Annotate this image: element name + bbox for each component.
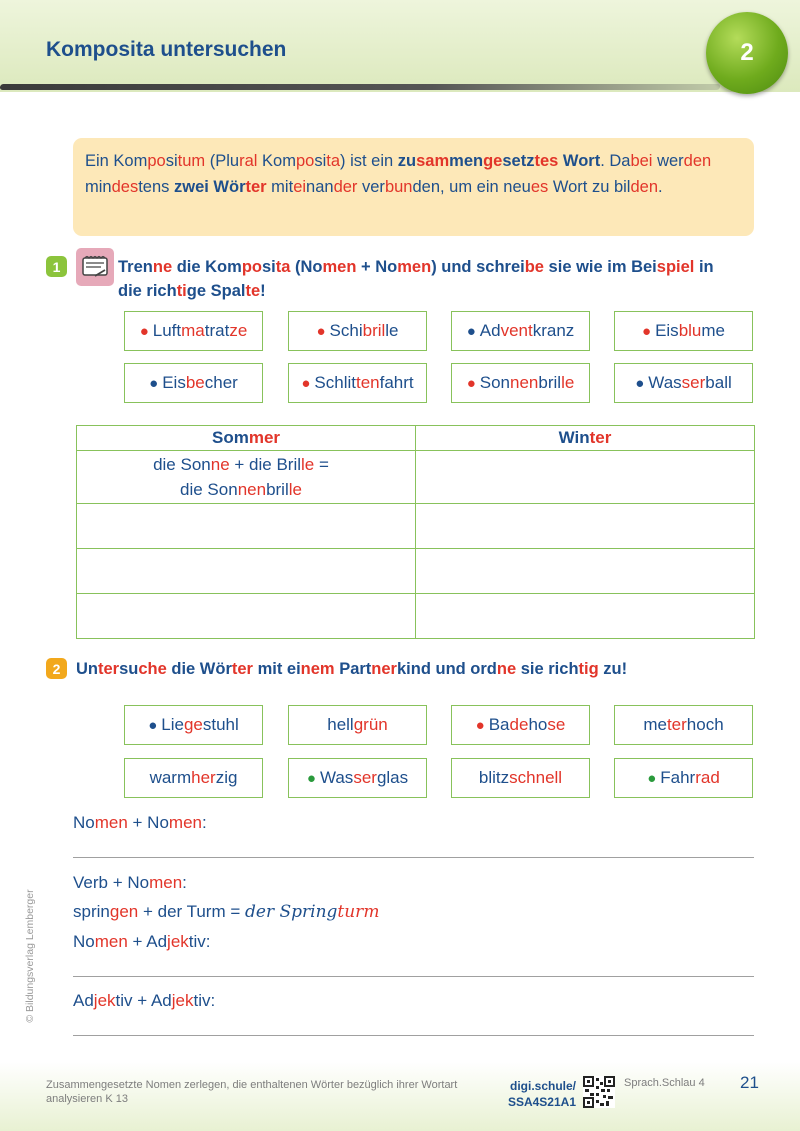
category-nomen-adjektiv <box>73 932 211 952</box>
text-segment: tiv: <box>188 932 211 951</box>
text-segment: bun <box>384 178 413 196</box>
word-label <box>648 373 731 393</box>
text-segment: le <box>288 480 302 499</box>
text-segment: es <box>530 178 549 196</box>
red-dot-icon: ● <box>139 322 149 340</box>
text-segment: ten <box>355 373 380 392</box>
text-segment: den <box>630 178 658 196</box>
text-segment: setz <box>502 152 535 170</box>
text-segment: tiv: <box>193 991 216 1010</box>
page-number: 21 <box>740 1073 759 1092</box>
text-segment: ei <box>293 178 307 196</box>
text-segment: Son <box>479 373 511 392</box>
text-segment: Wort <box>558 152 601 170</box>
text-segment: men <box>397 258 432 276</box>
text-segment: blu <box>678 321 702 340</box>
text-segment: Ad <box>73 991 94 1010</box>
text-segment: in die rich <box>118 258 714 300</box>
digi-link-line1: digi.schule/ <box>509 1079 576 1093</box>
text-segment: der <box>333 178 358 196</box>
qr-code-icon[interactable] <box>583 1076 615 1108</box>
text-segment: te <box>245 282 261 300</box>
text-segment: sprin <box>73 902 110 921</box>
text-segment: (No <box>290 258 323 276</box>
text-segment: nen <box>510 373 539 392</box>
example-printed <box>73 902 245 921</box>
word-label <box>153 321 248 341</box>
text-segment: mit <box>266 178 294 196</box>
text-segment: Ba <box>488 715 510 734</box>
text-segment: nen <box>237 480 267 499</box>
text-segment: . Da <box>600 152 631 170</box>
text-segment: ter <box>589 428 612 447</box>
blue-dot-icon: ● <box>148 716 158 734</box>
text-segment: (Plu <box>205 152 240 170</box>
word-label <box>327 715 388 735</box>
text-segment: den, um ein neu <box>412 178 531 196</box>
text-segment: Part <box>334 660 372 678</box>
task2-word-box[interactable] <box>124 705 263 745</box>
text-segment: mit ei <box>252 660 301 678</box>
text-segment: Lie <box>161 715 184 734</box>
text-segment: men <box>449 152 484 170</box>
word-label <box>320 768 408 788</box>
digi-schule-link[interactable] <box>506 1078 576 1110</box>
task1-word-box[interactable] <box>288 311 427 351</box>
answer-cell[interactable] <box>77 594 416 639</box>
word-label <box>330 321 399 341</box>
footer-note: Zusammengesetzte Nomen zerlegen, die enthaltenen Wörter bezüglich ihrer Wortart analysieren K 13 <box>46 1079 458 1105</box>
text-segment: grün <box>353 715 388 734</box>
text-segment: tig <box>578 660 599 678</box>
text-segment: sie rich <box>516 660 579 678</box>
text-segment: Win <box>558 428 590 447</box>
text-segment: bei <box>630 152 653 170</box>
text-segment: Un <box>76 660 98 678</box>
text-segment: Som <box>211 428 249 447</box>
text-segment: hoch <box>686 715 724 734</box>
text-segment: = <box>314 455 329 474</box>
text-segment: Wort zu bil <box>548 178 631 196</box>
text-segment: her <box>191 768 216 787</box>
task1-word-box[interactable] <box>124 311 263 351</box>
text-segment: tum <box>177 152 206 170</box>
text-segment: ter <box>231 660 253 678</box>
text-segment: tes <box>534 152 559 170</box>
text-segment: me <box>643 715 667 734</box>
text-segment: le <box>385 321 399 340</box>
text-segment: die Son <box>153 455 211 474</box>
text-segment: si <box>314 152 327 170</box>
text-segment: . <box>658 178 663 196</box>
text-segment: : <box>202 813 207 832</box>
task1-instruction <box>118 255 718 303</box>
text-segment: me <box>701 321 725 340</box>
answer-cell[interactable] <box>416 504 755 549</box>
text-segment: ser <box>681 373 706 392</box>
text-segment: sie wie im Bei <box>543 258 657 276</box>
task-number-2: 2 <box>46 658 67 679</box>
text-segment: zwei Wör <box>173 178 246 196</box>
definition-box <box>73 138 754 236</box>
text-segment: blitz <box>478 768 510 787</box>
text-segment: ta <box>326 152 340 170</box>
text-segment: Schlit <box>314 373 356 392</box>
text-segment: po <box>147 152 166 170</box>
text-segment: po <box>295 152 315 170</box>
answer-cell[interactable] <box>416 451 755 504</box>
text-segment: sam <box>416 152 450 170</box>
write-notebook-icon <box>76 248 114 286</box>
task2-word-box[interactable] <box>614 705 753 745</box>
text-segment: die Wör <box>166 660 232 678</box>
write-line[interactable] <box>73 976 754 977</box>
word-label <box>161 715 239 735</box>
chapter-badge: 2 <box>706 12 788 94</box>
answer-cell[interactable] <box>416 549 755 594</box>
category-verb-nomen <box>73 873 187 893</box>
text-segment: ne <box>210 455 230 474</box>
text-segment: se <box>547 715 566 734</box>
text-segment: Fahr <box>660 768 696 787</box>
column-header-sommer <box>77 426 416 451</box>
text-segment: Tren <box>118 258 153 276</box>
text-segment: zig <box>215 768 238 787</box>
task1-word-box[interactable] <box>614 363 753 403</box>
text-segment: den <box>683 152 712 170</box>
text-segment: su <box>119 660 139 678</box>
text-segment: + No <box>127 813 169 832</box>
text-segment: gen <box>109 902 139 921</box>
text-segment: si <box>261 258 276 276</box>
text-segment: ball <box>705 373 732 392</box>
text-segment: No <box>73 813 95 832</box>
task2-word-box[interactable] <box>288 705 427 745</box>
text-segment: + Ad <box>127 932 168 951</box>
text-segment: de <box>509 715 529 734</box>
text-segment: Verb + No <box>73 873 150 892</box>
word-label <box>660 768 720 788</box>
text-segment: Ein Kom <box>85 152 148 170</box>
text-segment: be <box>185 373 205 392</box>
red-dot-icon: ● <box>466 374 476 392</box>
text-segment: min <box>85 178 112 196</box>
text-segment: bril <box>362 321 386 340</box>
word-label <box>479 768 562 788</box>
write-line[interactable] <box>73 857 754 858</box>
text-segment: ter <box>245 178 267 196</box>
text-segment: rad <box>695 768 720 787</box>
text-segment: ho <box>528 715 548 734</box>
text-segment: der Spring <box>245 902 338 922</box>
text-segment: ser <box>353 768 377 787</box>
text-segment: Eis <box>162 373 186 392</box>
text-segment: tens <box>138 178 174 196</box>
text-segment: men <box>94 813 128 832</box>
text-segment: ti <box>176 282 187 300</box>
text-segment: Ad <box>479 321 501 340</box>
text-segment: kranz <box>532 321 575 340</box>
word-label <box>489 715 566 735</box>
category-adjektiv-adjektiv <box>73 991 215 1011</box>
text-segment: ter <box>98 660 120 678</box>
text-segment: Was <box>319 768 354 787</box>
example-handwritten <box>245 902 379 922</box>
text-segment: ge <box>483 152 503 170</box>
example-line-1 <box>77 452 405 477</box>
copyright-note: © Bildungsverlag Lemberger <box>24 889 36 1023</box>
task1-word-box[interactable] <box>124 363 263 403</box>
task2-word-box[interactable] <box>614 758 753 798</box>
text-segment: men <box>149 873 183 892</box>
text-segment: le <box>301 455 315 474</box>
text-segment: ) ist ein <box>340 152 398 170</box>
text-segment: Was <box>648 373 682 392</box>
column-header-winter <box>416 426 755 451</box>
text-segment: + der Turm = <box>138 902 245 921</box>
text-segment: men <box>94 932 128 951</box>
text-segment: zu! <box>598 660 628 678</box>
text-segment: kind und ord <box>396 660 497 678</box>
red-dot-icon: ● <box>316 322 326 340</box>
red-dot-icon: ● <box>642 322 652 340</box>
text-segment: : <box>182 873 187 892</box>
task2-word-box[interactable] <box>451 758 590 798</box>
text-segment: che <box>138 660 167 678</box>
series-name: Sprach.Schlau 4 <box>624 1077 705 1089</box>
text-segment: si <box>165 152 178 170</box>
text-segment: hell <box>327 715 354 734</box>
blue-dot-icon: ● <box>466 322 476 340</box>
text-segment: ) und schrei <box>431 258 525 276</box>
text-segment: wer <box>652 152 684 170</box>
task1-word-box[interactable] <box>451 363 590 403</box>
text-segment: tiv + Ad <box>115 991 172 1010</box>
text-segment: ner <box>371 660 397 678</box>
text-segment: + die Bril <box>229 455 302 474</box>
red-dot-icon: ● <box>475 716 485 734</box>
text-segment: No <box>73 932 95 951</box>
text-segment: fahrt <box>379 373 414 392</box>
header-rule <box>0 84 720 90</box>
text-segment: ze <box>229 321 248 340</box>
text-segment: ta <box>275 258 291 276</box>
text-segment: warm <box>149 768 192 787</box>
answer-cell[interactable] <box>416 594 755 639</box>
text-segment: be <box>524 258 544 276</box>
text-segment: + No <box>356 258 398 276</box>
task2-word-box[interactable] <box>451 705 590 745</box>
task-number-1: 1 <box>46 256 67 277</box>
blue-dot-icon: ● <box>635 374 645 392</box>
text-segment: stuhl <box>202 715 239 734</box>
word-label <box>150 768 238 788</box>
task2-word-box[interactable] <box>124 758 263 798</box>
text-segment: zu <box>397 152 417 170</box>
text-segment: trat <box>204 321 230 340</box>
verb-nomen-example <box>73 902 379 922</box>
task1-word-box[interactable] <box>288 363 427 403</box>
text-segment: jek <box>171 991 194 1010</box>
answer-cell[interactable] <box>77 549 416 594</box>
text-segment: ral <box>239 152 258 170</box>
text-segment: Schi <box>329 321 363 340</box>
text-segment: nem <box>300 660 335 678</box>
text-segment: men <box>168 813 202 832</box>
text-segment: ter <box>666 715 687 734</box>
word-label <box>655 321 725 341</box>
text-segment: men <box>322 258 357 276</box>
text-segment: ge <box>183 715 203 734</box>
text-segment: des <box>111 178 139 196</box>
text-segment: bril <box>538 373 562 392</box>
text-segment: ma <box>181 321 205 340</box>
category-nomen-nomen <box>73 813 207 833</box>
text-segment: glas <box>376 768 409 787</box>
text-segment: jek <box>167 932 189 951</box>
text-segment: ver <box>357 178 385 196</box>
example-line-2 <box>77 477 405 502</box>
word-label <box>480 373 575 393</box>
digi-link-line2: SSA4S21A1 <box>507 1095 576 1109</box>
text-segment: die Kom <box>172 258 242 276</box>
page-title: Komposita untersuchen <box>46 38 287 61</box>
text-segment: schnell <box>509 768 563 787</box>
text-segment: bril <box>266 480 289 499</box>
task2-word-box[interactable] <box>288 758 427 798</box>
text-segment: Luft <box>152 321 182 340</box>
task1-word-box[interactable] <box>451 311 590 351</box>
text-segment: mer <box>248 428 281 447</box>
red-dot-icon: ● <box>301 374 311 392</box>
task1-word-box[interactable] <box>614 311 753 351</box>
text-segment: spiel <box>656 258 695 276</box>
text-segment: ! <box>260 282 266 300</box>
text-segment: jek <box>93 991 116 1010</box>
word-label <box>480 321 575 341</box>
text-segment: vent <box>500 321 533 340</box>
sort-table <box>76 425 755 639</box>
word-label <box>314 373 413 393</box>
text-segment: cher <box>204 373 238 392</box>
word-label <box>162 373 238 393</box>
blue-dot-icon: ● <box>149 374 159 392</box>
example-cell <box>77 451 416 504</box>
task2-instruction <box>76 657 756 681</box>
word-label <box>643 715 723 735</box>
text-segment: Kom <box>257 152 296 170</box>
text-segment: Eis <box>655 321 679 340</box>
text-segment: ne <box>152 258 173 276</box>
green-dot-icon: ● <box>306 769 316 787</box>
write-line[interactable] <box>73 1035 754 1036</box>
text-segment: po <box>241 258 262 276</box>
green-dot-icon: ● <box>647 769 657 787</box>
text-segment: ge Spal <box>186 282 246 300</box>
text-segment: nan <box>306 178 334 196</box>
text-segment: turm <box>337 902 380 922</box>
text-segment: die Son <box>180 480 238 499</box>
answer-cell[interactable] <box>77 504 416 549</box>
text-segment: le <box>561 373 575 392</box>
text-segment: ne <box>496 660 517 678</box>
